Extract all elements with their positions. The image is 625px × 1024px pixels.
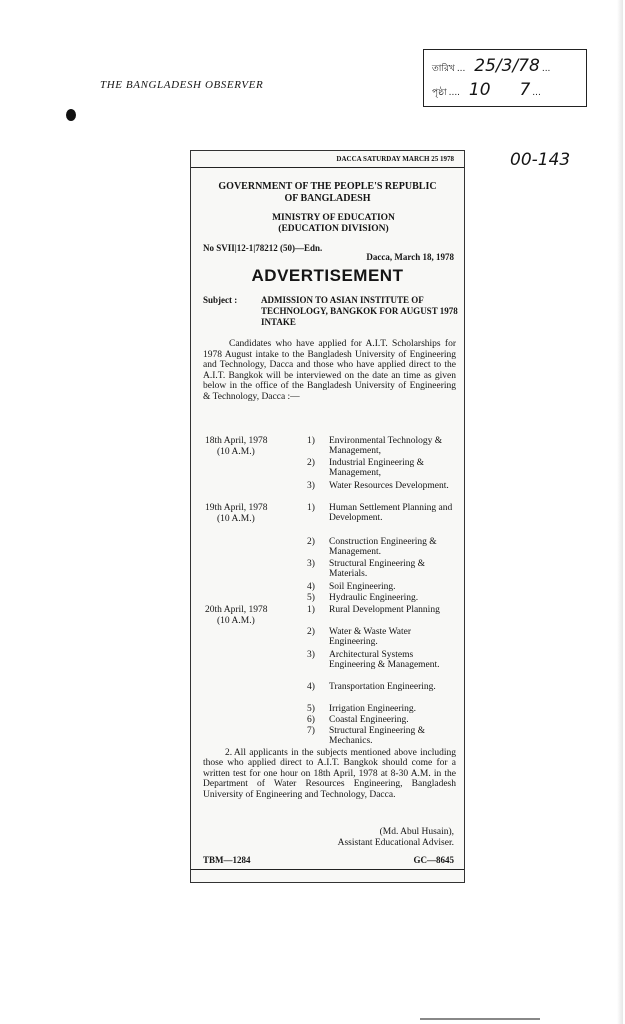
- subject-name: Water Resources Development.: [329, 481, 449, 491]
- handwritten-number: 00-143: [510, 150, 571, 170]
- paragraph-1-text: Candidates who have applied for A.I.T. Scholarships for 1978 August intake to the Bangladesh University of Engineering and Technology, Dacca and those who have applied direct to the A.I.T. Bangkok will be interviewed on the date an time as given below in the office of the Bangladesh University of Engineering & Technology, Dacca :—: [203, 339, 456, 402]
- schedule-date: 20th April, 1978: [205, 605, 268, 615]
- subject-name: Structural Engineering & Materials.: [329, 559, 426, 580]
- bottom-rule: [191, 869, 464, 870]
- subject-number: 4): [307, 582, 315, 592]
- subject-number: 5): [307, 704, 315, 714]
- subject-name: Soil Engineering.: [329, 582, 396, 592]
- scan-edge: [617, 0, 623, 1024]
- gov-line-1: GOVERNMENT OF THE PEOPLE'S REPUBLIC: [218, 181, 437, 192]
- ink-dot: [66, 109, 76, 121]
- subject-name: Architectural Systems Engineering & Management.: [329, 650, 440, 671]
- ministry-line-1: MINISTRY OF EDUCATION: [272, 213, 395, 223]
- government-heading: [199, 181, 456, 205]
- subject-name: Hydraulic Engineering.: [329, 593, 419, 603]
- subject-number: 2): [307, 537, 315, 547]
- subject-name: Water & Waste Water Engineering.: [329, 627, 412, 648]
- subject-number: 2): [307, 627, 315, 637]
- paragraph-2-number: 2.: [225, 748, 233, 758]
- subject-block: [203, 295, 458, 328]
- subject-text: ADMISSION TO ASIAN INSTITUTE OF TECHNOLOGY, BANGKOK FOR AUGUST 1978 INTAKE: [261, 295, 458, 327]
- schedule-time: (10 A.M.): [217, 447, 255, 457]
- subject-name: Coastal Engineering.: [329, 715, 409, 725]
- stamp-page-label: পৃষ্ঠা: [432, 88, 447, 98]
- schedule-date: 19th April, 1978: [205, 503, 268, 513]
- subject-number: 2): [307, 458, 315, 468]
- stamp-page-value-2: 7: [519, 80, 531, 100]
- code-left: TBM—1284: [203, 855, 251, 865]
- reference-number: No SVII|12-1|78212 (50)—Edn.: [203, 243, 323, 253]
- ministry-line-2: (EDUCATION DIVISION): [278, 224, 389, 234]
- ministry-heading: [211, 213, 456, 235]
- date-stamp: [423, 49, 587, 107]
- subject-name: Environmental Technology & Management,: [329, 436, 443, 457]
- schedule-time: (10 A.M.): [217, 616, 255, 626]
- subject-number: 6): [307, 715, 315, 725]
- subject-name: Transportation Engineering.: [329, 682, 436, 692]
- subject-name: Industrial Engineering & Management,: [329, 458, 424, 479]
- subject-name: Human Settlement Planning and Development.: [329, 503, 453, 524]
- subject-number: 3): [307, 650, 315, 660]
- paragraph-2: [203, 748, 456, 800]
- subject-number: 3): [307, 559, 315, 569]
- dateline: DACCA SATURDAY MARCH 25 1978: [191, 155, 464, 168]
- issue-date: Dacca, March 18, 1978: [366, 252, 454, 262]
- stamp-page-row: পৃষ্ঠা .... 10 7 ...: [432, 80, 541, 100]
- subject-number: 3): [307, 481, 315, 491]
- advertisement-heading: ADVERTISEMENT: [251, 266, 404, 285]
- stamp-date-label: তারিখ: [432, 64, 455, 74]
- subject-number: 1): [307, 605, 315, 615]
- stamp-page-value: 10: [468, 80, 491, 100]
- subject-number: 5): [307, 593, 315, 603]
- subject-name: Structural Engineering & Mechanics.: [329, 726, 426, 747]
- signatory-name: (Md. Abul Husain),: [379, 827, 454, 837]
- subject-number: 7): [307, 726, 315, 736]
- subject-label: Subject :: [203, 295, 238, 305]
- subject-number: 1): [307, 436, 315, 446]
- subject-name: Irrigation Engineering.: [329, 704, 417, 714]
- stamp-date-value: 25/3/78: [474, 56, 540, 76]
- signature-block: [191, 827, 454, 849]
- scan-mark: [420, 1018, 540, 1020]
- newspaper-clipping: [190, 150, 465, 883]
- code-right: GC—8645: [413, 855, 454, 865]
- subject-number: 4): [307, 682, 315, 692]
- gov-line-2: OF BANGLADESH: [284, 193, 371, 204]
- subject-name: Construction Engineering & Management.: [329, 537, 437, 558]
- publication-name: THE BANGLADESH OBSERVER: [100, 79, 264, 91]
- schedule-date: 18th April, 1978: [205, 436, 268, 446]
- subject-name: Rural Development Planning: [329, 605, 440, 615]
- schedule-time: (10 A.M.): [217, 514, 255, 524]
- paragraph-2-text: All applicants in the subjects mentioned above including those who applied direct to A.I.T. Bangkok should come for a written test for one hour on 18th April, 1978 at 8-30 A.M. in the Department of Water Resources Engineering, Bangladesh University of Engineering and Technology, Dacca.: [203, 748, 456, 800]
- paragraph-1: [203, 339, 456, 403]
- subject-number: 1): [307, 503, 315, 513]
- stamp-date-row: তারিখ ... 25/3/78 ...: [432, 56, 551, 76]
- signatory-title: Assistant Educational Adviser.: [337, 838, 454, 848]
